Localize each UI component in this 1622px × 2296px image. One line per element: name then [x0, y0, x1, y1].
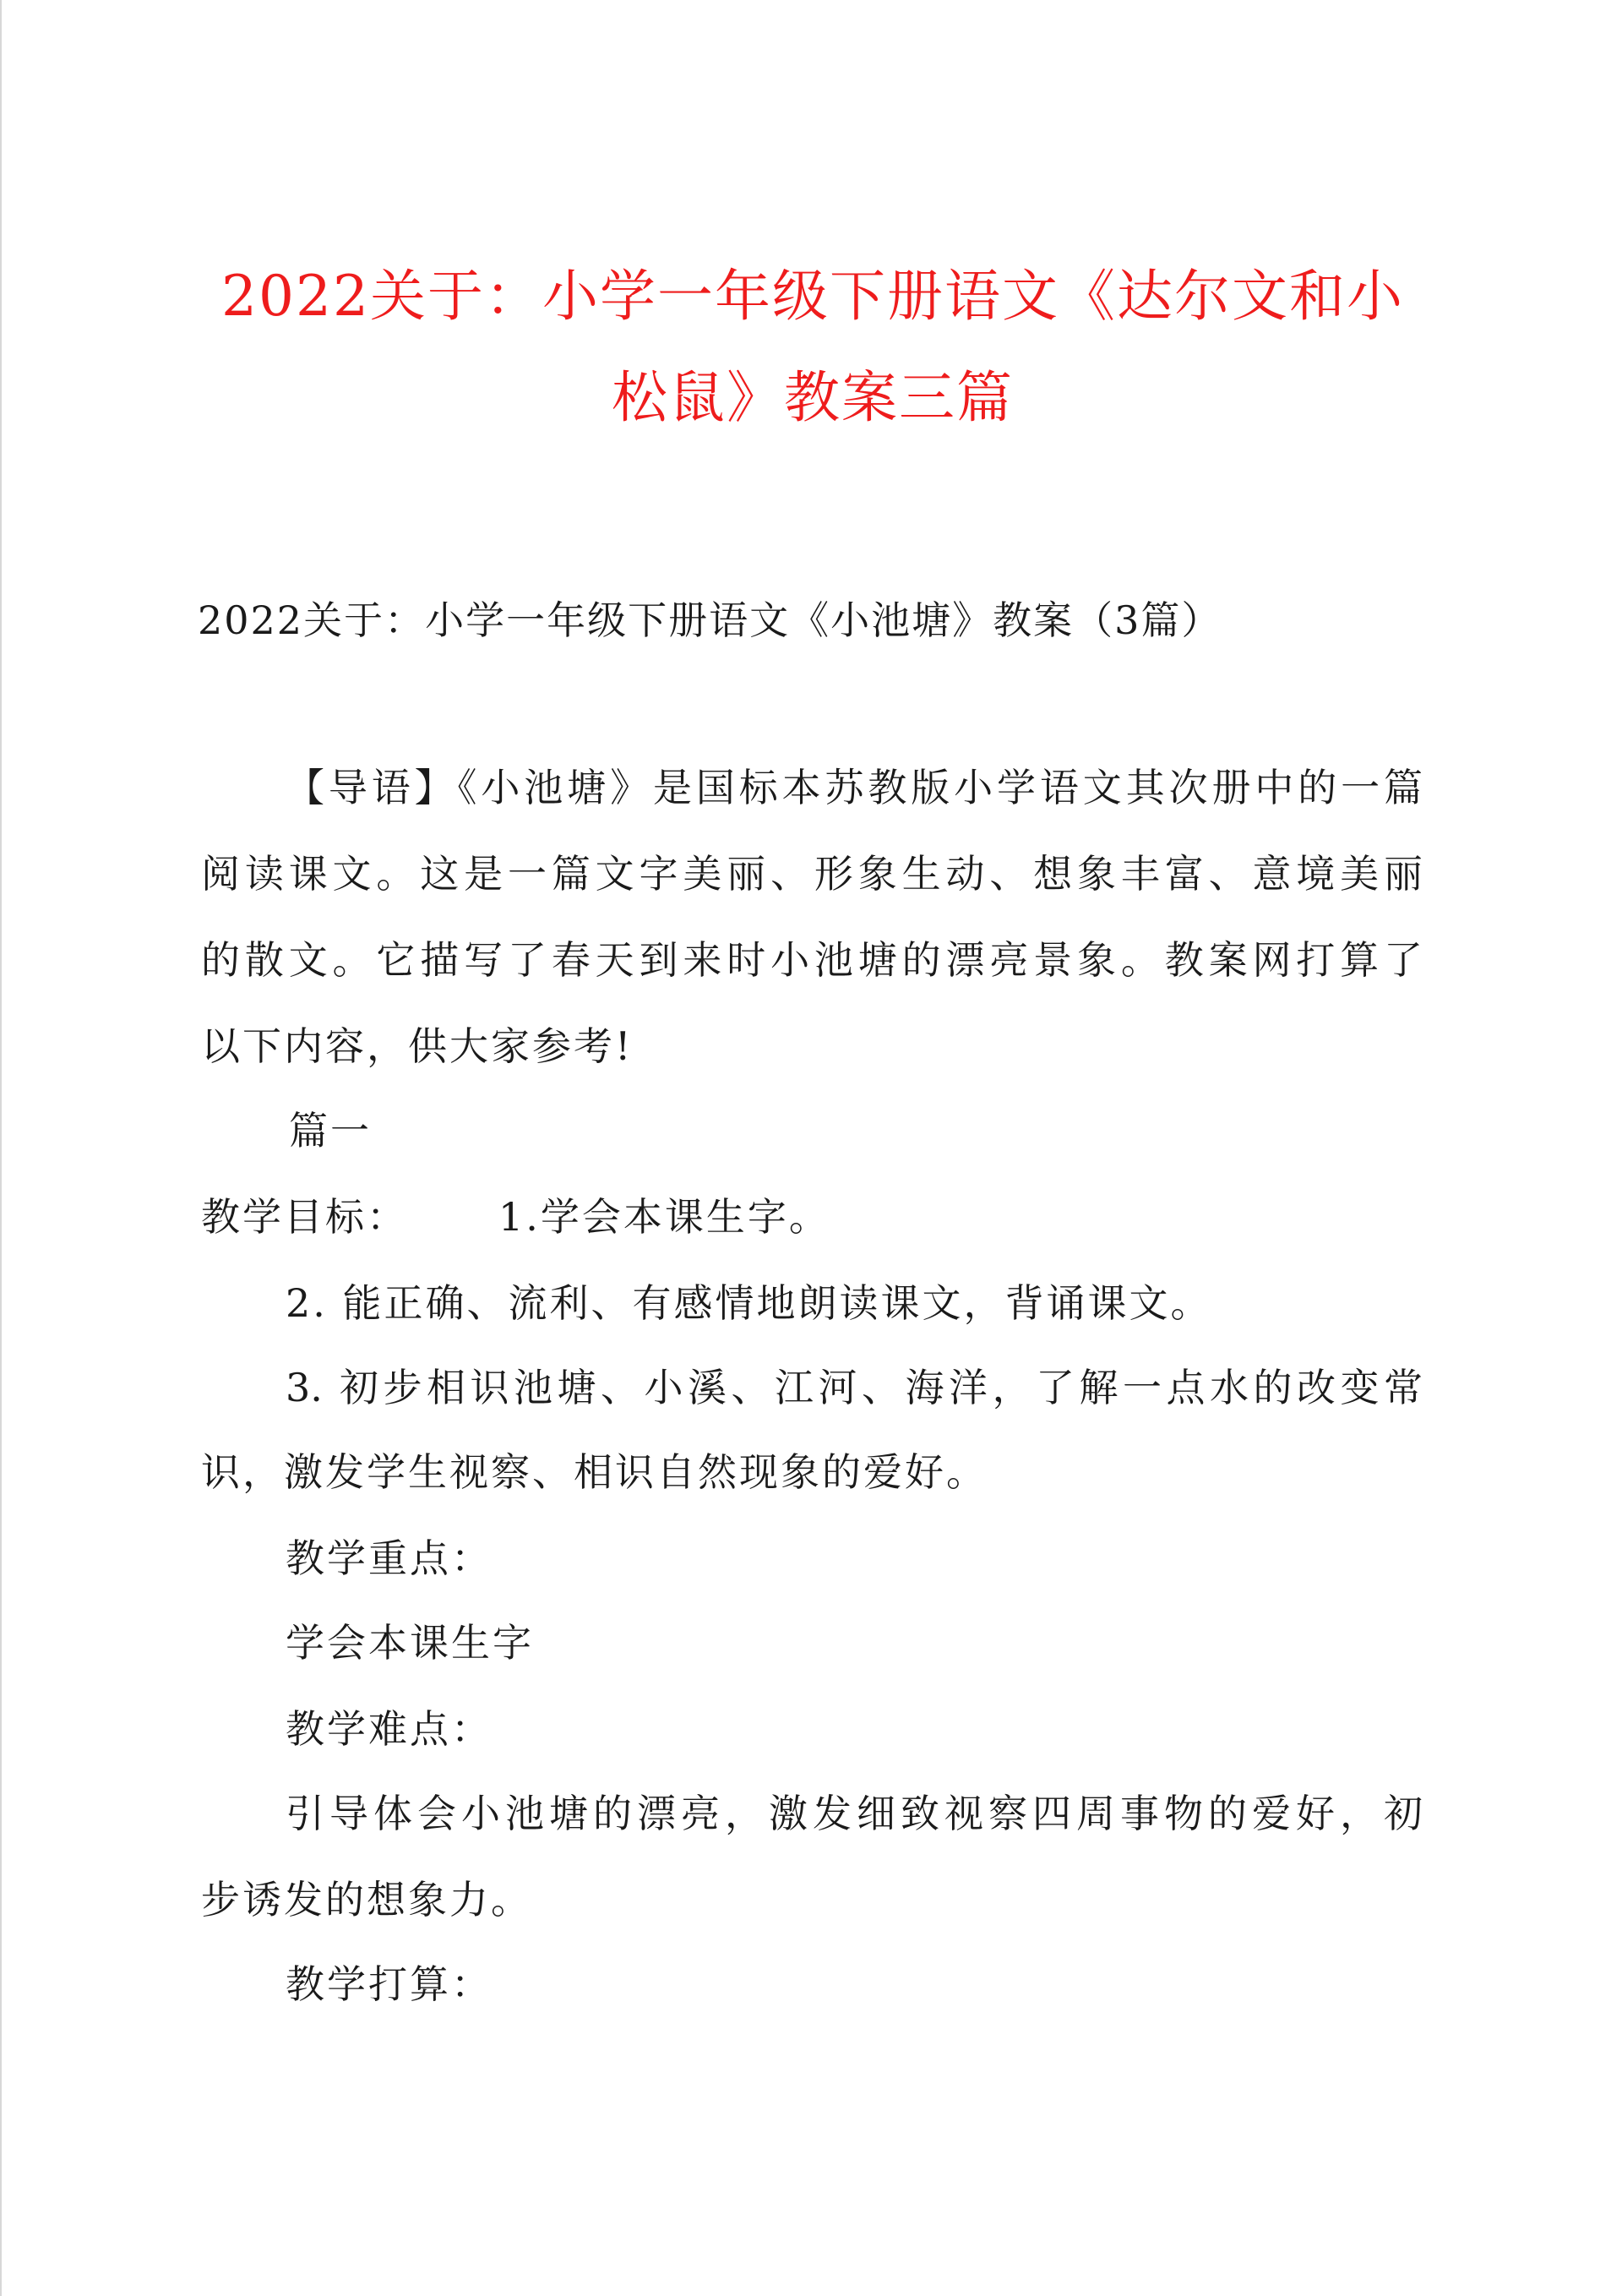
plan-label: 教学打算：: [286, 1961, 493, 2007]
objective-item-3-line-2: 识，激发学生视察、相识自然现象的爱好。: [201, 1449, 988, 1495]
objective-item-3-line-1: 3. 初步相识池塘、小溪、江河、海洋，了解一点水的改变常: [286, 1365, 1423, 1410]
intro-line-1: 【导语】《小池塘》是国标本苏教版小学语文其次册中的一篇: [286, 765, 1423, 810]
document-title-line-1: 2022关于：小学一年级下册语文《达尔文和小: [221, 264, 1404, 329]
difficulty-line-2: 步诱发的想象力。: [201, 1877, 532, 1922]
key-point-text: 学会本课生字: [286, 1620, 534, 1666]
difficulty-label: 教学难点：: [286, 1706, 493, 1752]
document-subtitle: 2022关于：小学一年级下册语文《小池塘》教案（3篇）: [198, 597, 1222, 643]
intro-line-2: 阅读课文。这是一篇文字美丽、形象生动、想象丰富、意境美丽: [201, 851, 1423, 897]
objective-item-2: 2. 能正确、流利、有感情地朗读课文，背诵课文。: [286, 1280, 1212, 1326]
section-heading: 篇一: [289, 1108, 372, 1153]
document-title-line-2: 松鼠》教案三篇: [612, 365, 1014, 430]
intro-line-4: 以下内容，供大家参考!: [201, 1023, 634, 1069]
objective-item-1: 1.学会本课生字。: [498, 1194, 830, 1240]
objectives-label: 教学目标：: [201, 1194, 408, 1240]
key-point-label: 教学重点：: [286, 1535, 493, 1581]
intro-line-3: 的散文。它描写了春天到来时小池塘的漂亮景象。教案网打算了: [201, 937, 1423, 983]
difficulty-line-1: 引导体会小池塘的漂亮，激发细致视察四周事物的爱好，初: [286, 1791, 1423, 1836]
